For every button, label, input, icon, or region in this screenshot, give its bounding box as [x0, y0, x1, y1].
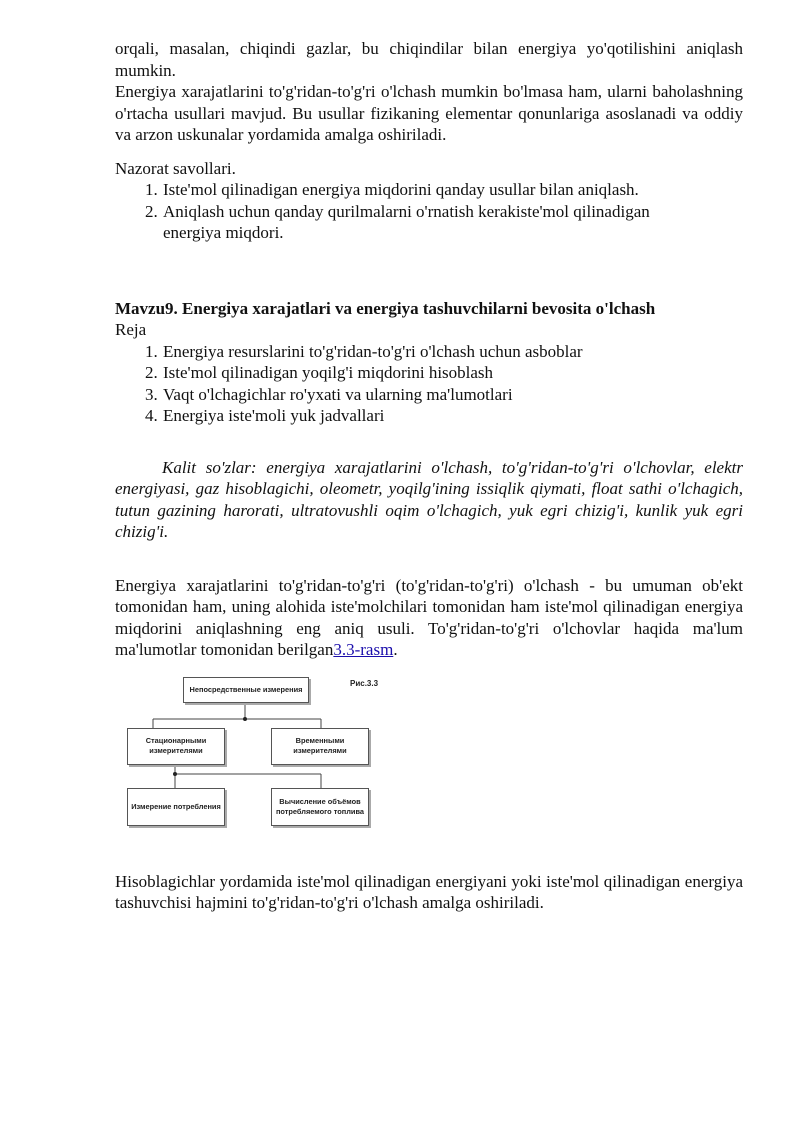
figure-3-3-diagram [121, 671, 381, 841]
control-questions-list [115, 179, 743, 244]
diagram-box-temporary: Временными измерителями [271, 728, 369, 765]
diagram-box-root: Непосредственные измерения [183, 677, 309, 703]
body-paragraph-end: . [393, 640, 398, 659]
list-item: 3. Vaqt o'lchagichlar ro'yxati va ularning ma'lumotlari [162, 384, 743, 406]
final-paragraph: Hisoblagichlar yordamida iste'mol qilinadigan energiyani yoki iste'mol qilinadigan energiya tashuvchisi hajmini to'g'ridan-to'g'ri o'lchash amalga oshiriladi. [115, 871, 743, 912]
intro-paragraph-1: orqali, masalan, chiqindi gazlar, bu chiqindilar bilan energiya yo'qotilishini aniqlash mumkin. [115, 39, 743, 80]
diagram-box-consumption: Измерение потребления [127, 788, 225, 826]
list-item: 4. Energiya iste'moli yuk jadvallari [162, 405, 743, 427]
body-paragraph-text: Energiya xarajatlarini to'g'ridan-to'g'ri (to'g'ridan-to'g'ri) o'lchash - bu umuman ob'ekt tomonidan ham, uning alohida iste'molchilari tomonidan ham iste'mol qilinadigan energiya miqdorini aniqlashning eng aniq usuli. To'g'ridan-to'g'ri o'lchovlar haqida ma'lum ma'lumotlar tomonidan berilgan [115, 575, 743, 659]
intro-paragraph-2: Energiya xarajatlarini to'g'ridan-to'g'ri o'lchash mumkin bo'lmasa ham, ularni baholashning o'rtacha usullari mavjud. Bu usullar fizikaning elementar qonunlariga asoslanadi va oddiy va arzon uskunalar yordamida amalga oshiriladi. [115, 82, 743, 144]
figure-link[interactable]: 3.3-rasm [333, 640, 394, 659]
document-page [115, 38, 743, 914]
list-item: 1. Energiya resurslarini to'g'ridan-to'g'ri o'lchash uchun asboblar [162, 341, 743, 363]
list-item: 2. Iste'mol qilinadigan yoqilg'i miqdorini hisoblash [162, 362, 743, 384]
body-paragraph [115, 575, 743, 661]
diagram-box-stationary: Стационарными измерителями [127, 728, 225, 765]
diagram-box-fuel-volume: Вычисление объёмов потребляемого топлива [271, 788, 369, 826]
keywords-paragraph: Kalit so'zlar: energiya xarajatlarini o'lchash, to'g'ridan-to'g'ri o'lchovlar, elektr energiyasi, gaz hisoblagichi, oleometr, yoqilg'ining issiqlik qiymati, float sathi o'lchagich, tutun gazining harorati, ultratovushli oqim o'lchagich, yuk egri chizig'i, kunlik yuk egri chizig'i. [115, 457, 743, 541]
plan-list [115, 341, 743, 427]
control-questions-title: Nazorat savollari. [115, 158, 236, 178]
topic-heading: Mavzu9. Energiya xarajatlari va energiya tashuvchilarni bevosita o'lchash [115, 298, 656, 318]
plan-label: Reja [115, 320, 147, 339]
list-item: 1. Iste'mol qilinadigan energiya miqdorini qanday usullar bilan aniqlash. [162, 179, 743, 201]
figure-caption: Рис.3.3 [350, 678, 379, 688]
list-item: 2. Aniqlash uchun qanday qurilmalarni o'rnatish kerakiste'mol qilinadigan energiya miqdori. [162, 201, 743, 244]
